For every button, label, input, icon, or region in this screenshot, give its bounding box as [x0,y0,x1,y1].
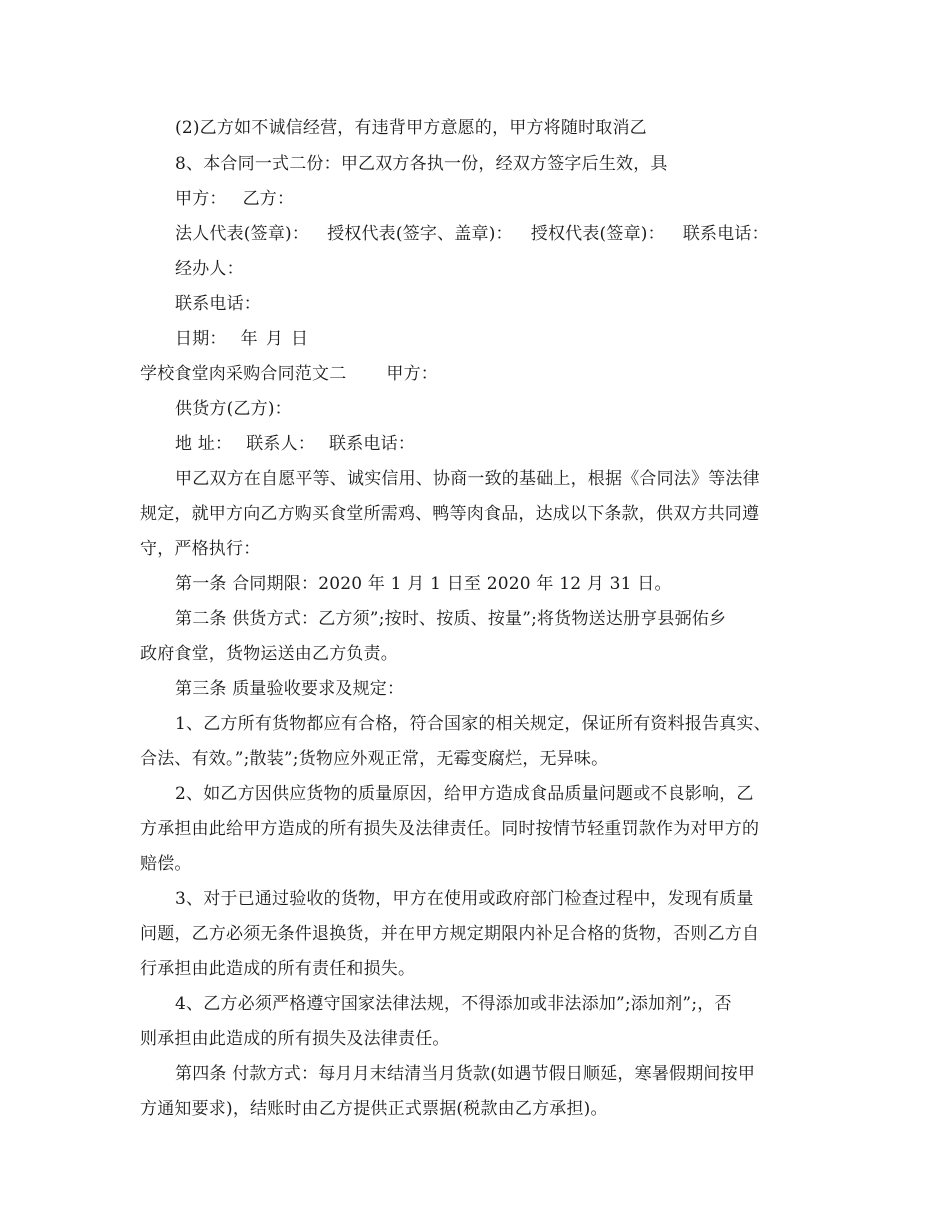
item-2-text-3: 赔偿。 [140,854,192,874]
clause-7-2-text: (2)乙方如不诚信经营，有违背甲方意愿的，甲方将随时取消乙 [175,118,647,138]
contract-two-contact-phone-label: 联系电话： [329,434,416,454]
clause-8-text: 8、本合同一式二份：甲乙双方各执一份，经双方签字后生效，具 [175,154,668,174]
article-4-text-2: 方通知要求)，结账时由乙方提供正式票据(税款由乙方承担)。 [140,1099,608,1119]
item-3-text-3: 行承担由此造成的所有责任和损失。 [140,959,416,979]
address-contact-line [175,434,415,454]
contact-phone-inline-label: 联系电话： [682,224,769,244]
item-2-text-1: 2、如乙方因供应货物的质量原因，给甲方造成食品质量问题或不良影响，乙 [175,784,754,804]
legal-rep-label: 法人代表(签章)： [175,224,310,244]
intro-text-2: 规定，就甲方向乙方购买食堂所需鸡、鸭等肉食品，达成以下条款，供双方共同遵 [140,504,760,524]
auth-rep-sign-seal-label: 授权代表(签字、盖章)： [327,224,513,244]
article-2-text-1: 第二条 供货方式：乙方须”;按时、按质、按量”;将货物送达册亨县弼佑乡 [175,609,727,629]
article-3-heading: 第三条 质量验收要求及规定： [175,679,405,699]
item-3-text-1: 3、对于已通过验收的货物，甲方在使用或政府部门检查过程中，发现有质量 [175,889,754,909]
intro-text-1: 甲乙双方在自愿平等、诚实信用、协商一致的基础上，根据《合同法》等法律 [175,469,760,489]
contract-two-title: 学校食堂肉采购合同范文二 [140,364,347,384]
auth-rep-label: 授权代表(签章)： [530,224,665,244]
article-2-text-2: 政府食堂，货物运送由乙方负责。 [140,644,398,664]
contact-phone-label: 联系电话： [175,294,261,314]
item-3-text-2: 问题，乙方必须无条件退换货，并在甲方规定期限内补足合格的货物，否则乙方自 [140,924,760,944]
date-day: 日 [291,329,309,349]
date-line [175,329,308,349]
party-a-label: 甲方： [175,189,227,209]
address-label: 地 址： [175,434,233,454]
representatives-line [175,224,769,244]
signature-parties-line [175,189,294,209]
date-month: 月 [265,329,284,349]
article-1-text: 第一条 合同期限：2020 年 1 月 1 日至 2020 年 12 月 31 日。 [175,574,672,594]
handler-label: 经办人： [175,259,244,279]
contract-two-title-line [140,364,438,384]
article-4-text-1: 第四条 付款方式：每月月末结清当月货款(如遇节假日顺延，寒暑假期间按甲 [175,1064,756,1084]
intro-text-3: 守，严格执行： [140,539,261,559]
party-b-label: 乙方： [242,189,295,209]
contract-two-party-a-label: 甲方： [386,364,439,384]
item-2-text-2: 方承担由此给甲方造成的所有损失及法律责任。同时按情节轻重罚款作为对甲方的 [140,819,760,839]
item-4-text-2: 则承担由此造成的所有损失及法律责任。 [140,1029,450,1049]
date-year: 年 [240,329,258,349]
contact-person-label: 联系人： [246,434,316,454]
item-1-text-1: 1、乙方所有货物都应有合格，符合国家的相关规定，保证所有资料报告真实、 [175,714,771,734]
date-label: 日期： [175,329,227,349]
item-4-text-1: 4、乙方必须严格遵守国家法律法规，不得添加或非法添加”;添加剂”;，否 [175,994,732,1014]
item-1-text-2: 合法、有效。”;散装”;货物应外观正常，无霉变腐烂，无异味。 [140,749,609,769]
supplier-label: 供货方(乙方)： [175,399,292,419]
